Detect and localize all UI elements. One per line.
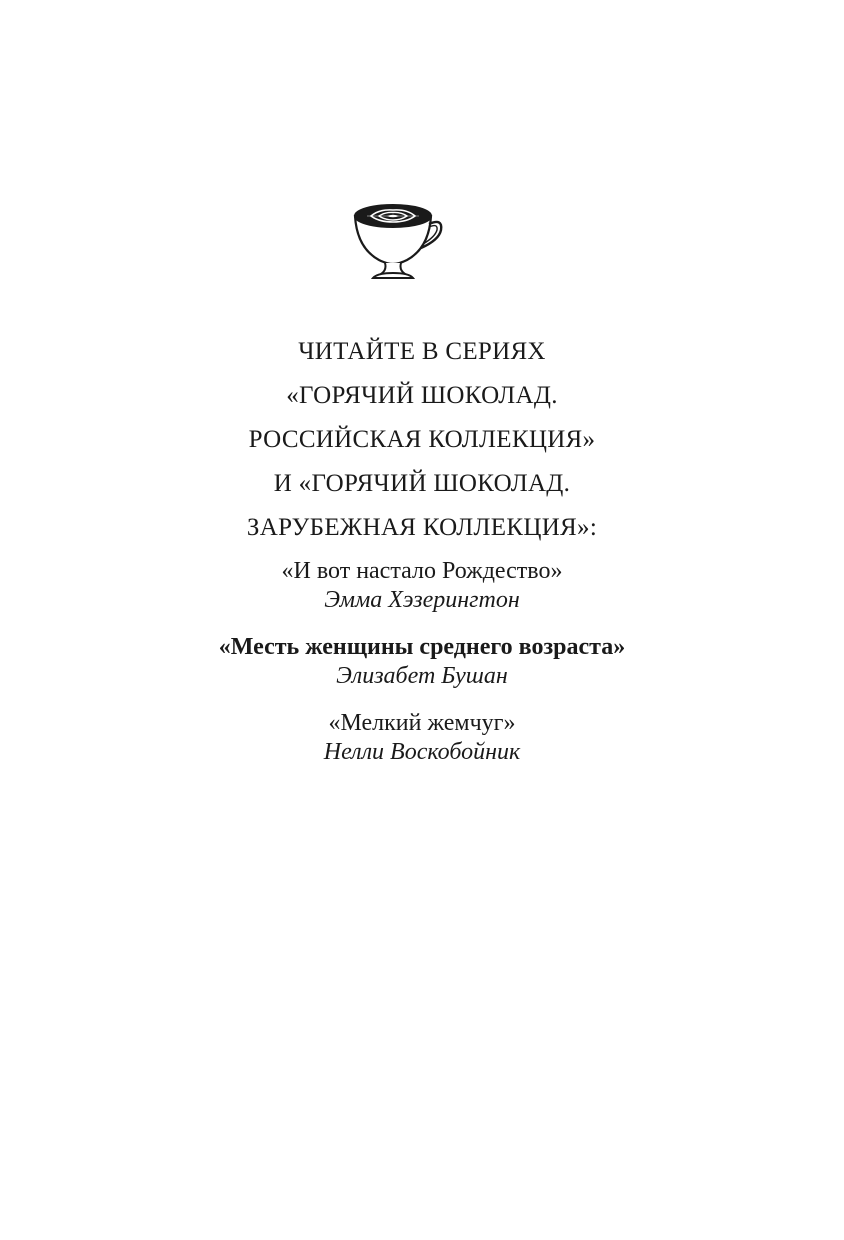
- heading-line: ЧИТАЙТЕ В СЕРИЯХ: [298, 338, 546, 365]
- book-title: «И вот настало Рождество»: [281, 558, 563, 584]
- book-author: Нелли Воскобойник: [323, 739, 521, 765]
- book-author: Эмма Хэзерингтон: [324, 587, 520, 613]
- book-entry: [0, 556, 844, 614]
- book-entry: [0, 632, 844, 690]
- teacup-icon: [349, 200, 449, 282]
- heading-line: ЗАРУБЕЖНАЯ КОЛЛЕКЦИЯ»:: [246, 514, 598, 541]
- heading-line: РОССИЙСКАЯ КОЛЛЕКЦИЯ»: [248, 426, 596, 453]
- heading-line: И «ГОРЯЧИЙ ШОКОЛАД.: [273, 470, 571, 497]
- book-author: Элизабет Бушан: [336, 663, 508, 689]
- book-list: [0, 556, 844, 784]
- book-entry: [0, 708, 844, 766]
- heading-line: «ГОРЯЧИЙ ШОКОЛАД.: [286, 382, 558, 409]
- series-heading: [0, 330, 844, 550]
- book-title: «Месть женщины среднего возраста»: [218, 634, 626, 660]
- book-title: «Мелкий жемчуг»: [328, 710, 516, 736]
